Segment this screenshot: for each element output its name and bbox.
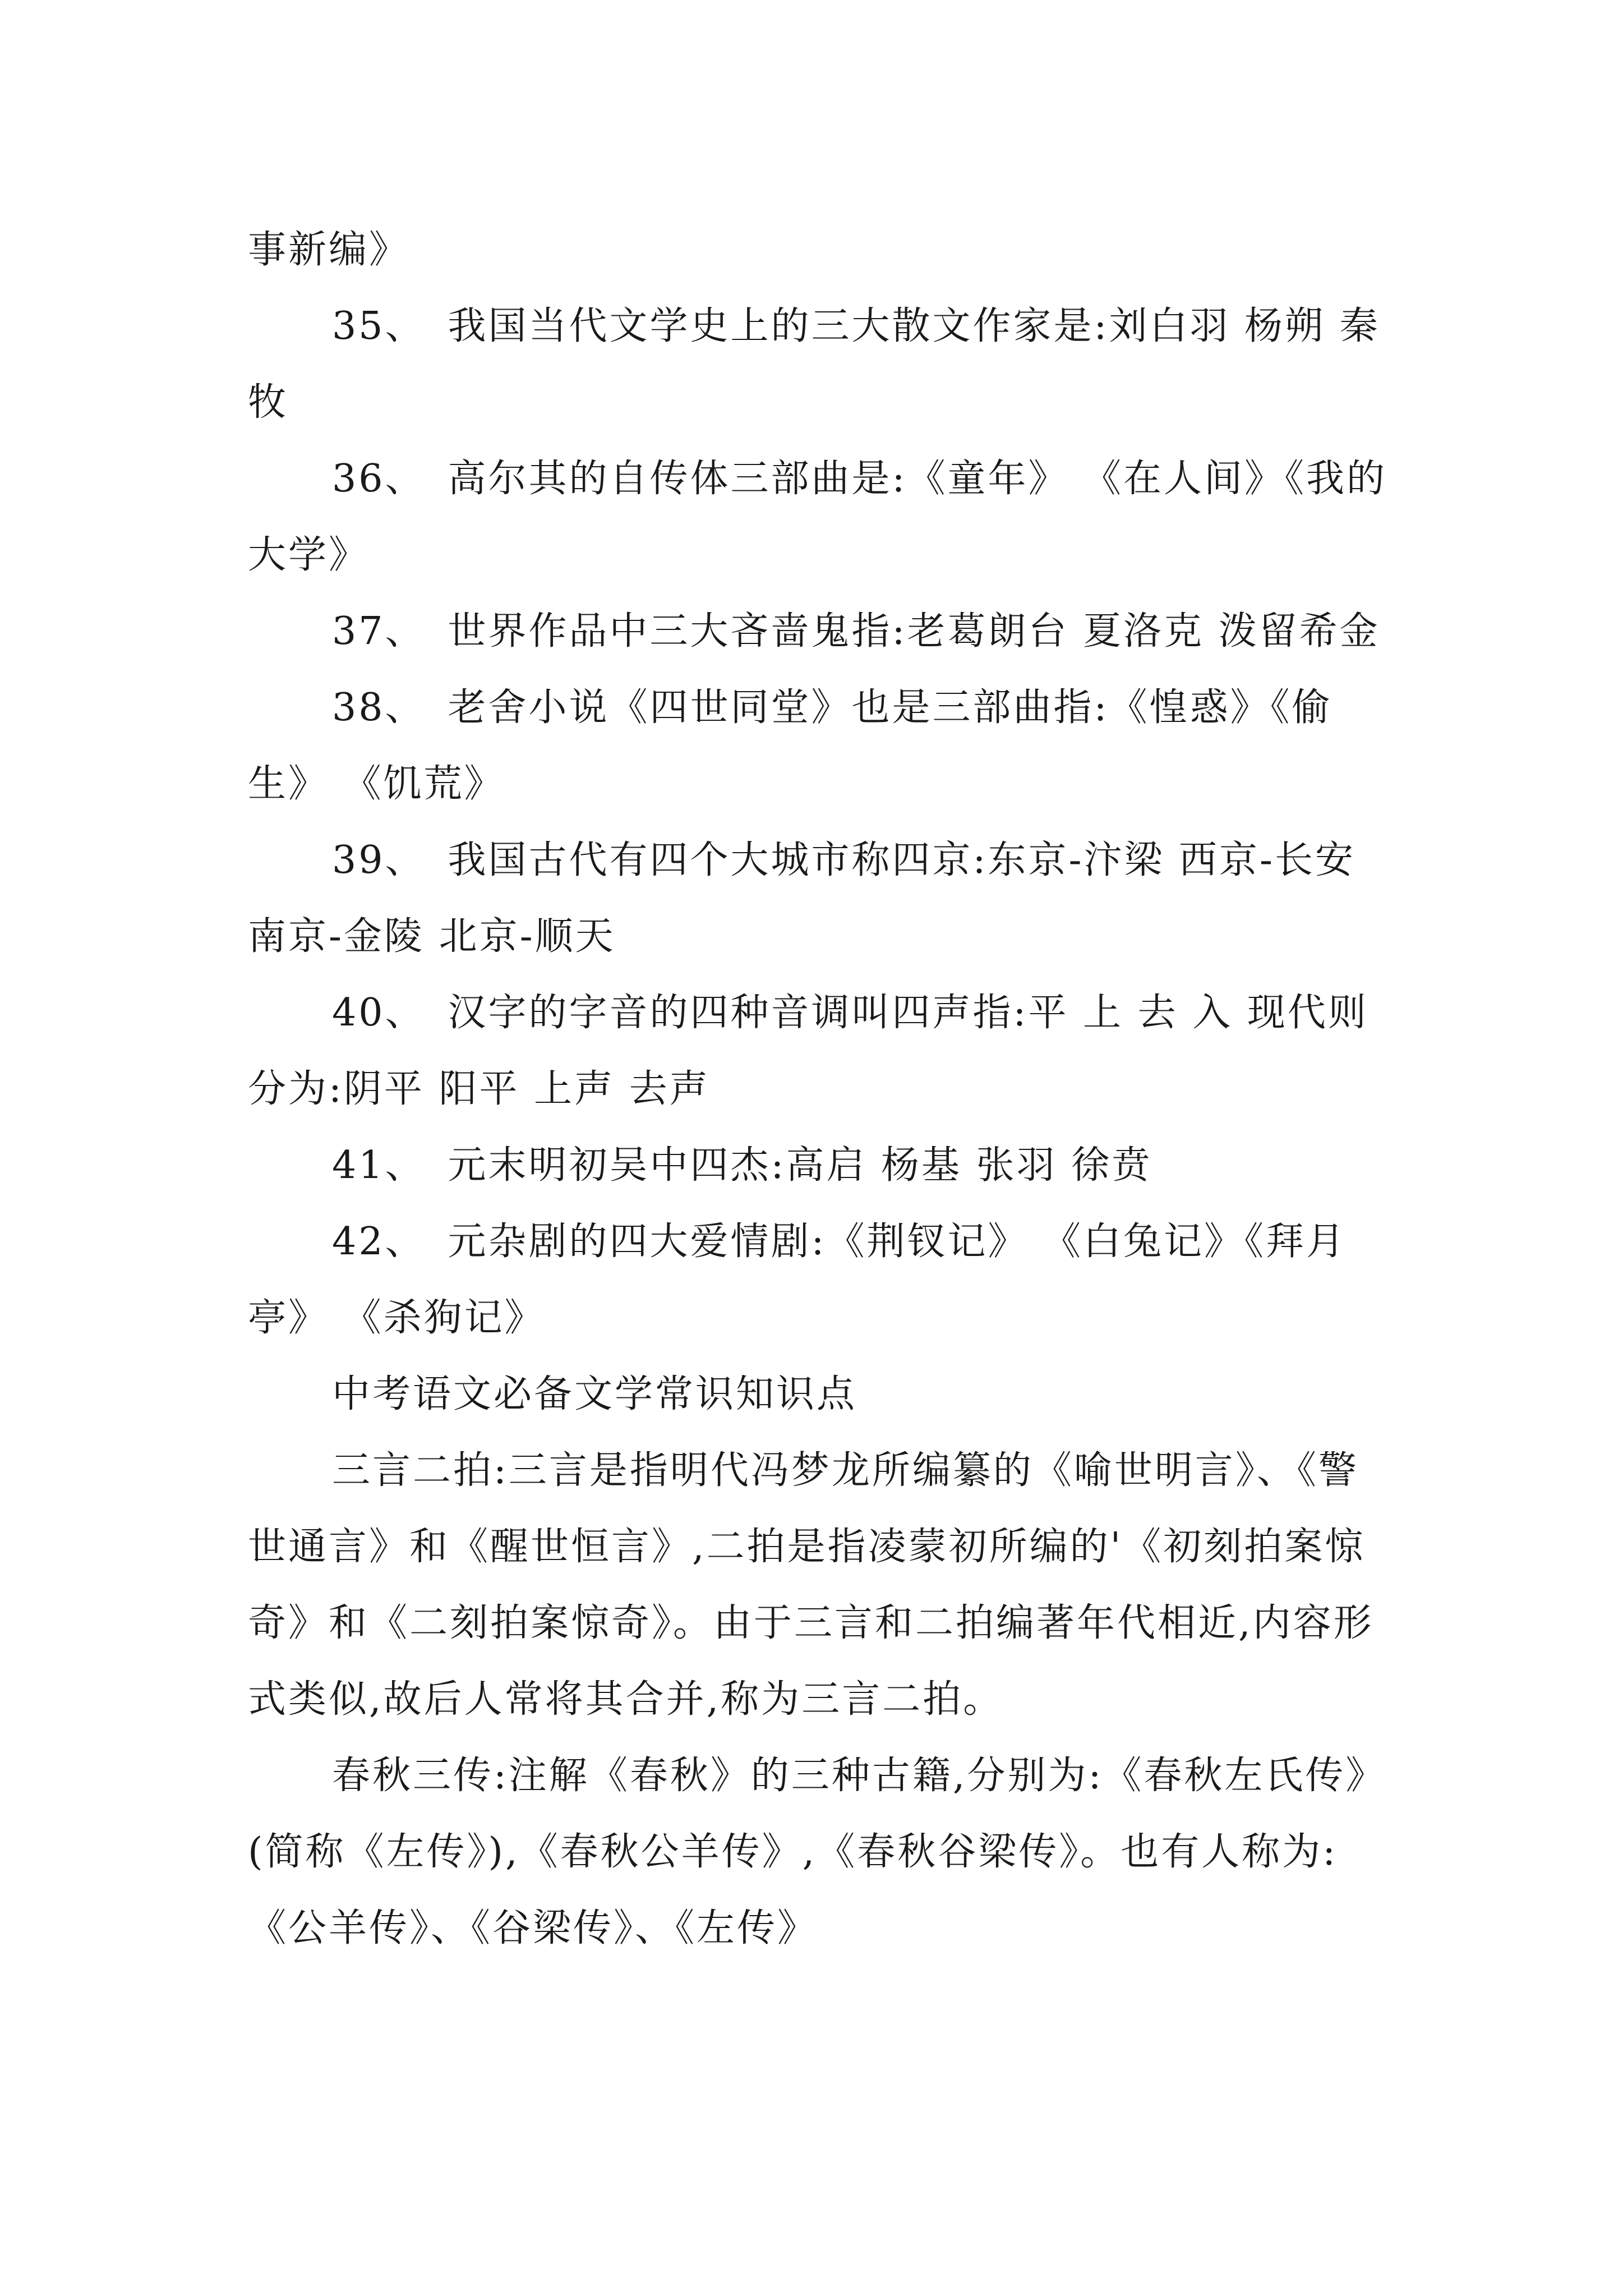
item-text: 老舍小说《四世同堂》也是三部曲指:《惶惑》《偷生》 《饥荒》 (248, 685, 1332, 806)
list-item-38 (248, 670, 1392, 822)
item-number: 37、 (332, 609, 426, 654)
item-text: 高尔其的自传体三部曲是:《童年》 《在人间》《我的大学》 (248, 457, 1387, 577)
item-number: 36、 (332, 457, 426, 501)
item-text: 我国当代文学史上的三大散文作家是:刘白羽 杨朔 秦牧 (248, 304, 1380, 425)
item-text: 元杂剧的四大爱情剧:《荆钗记》 《白兔记》《拜月亭》 《杀狗记》 (248, 1220, 1347, 1340)
item-number: 40、 (332, 991, 426, 1035)
item-text: 元末明初吴中四杰:高启 杨基 张羽 徐贲 (448, 1143, 1152, 1188)
item-number: 38、 (332, 685, 426, 730)
paragraph-chunqiu-sanzhuan (248, 1738, 1392, 1967)
item-number: 42、 (332, 1220, 426, 1264)
item-number: 41、 (332, 1143, 426, 1188)
item-text: 世界作品中三大吝啬鬼指:老葛朗台 夏洛克 泼留希金 (448, 609, 1380, 654)
item-number: 39、 (332, 838, 426, 882)
item-text: 我国古代有四个大城市称四京:东京-汴梁 西京-长安 南京-金陵 北京-顺天 (248, 838, 1356, 959)
section-heading (248, 1356, 1392, 1433)
paragraph-sanyan-erpai (248, 1433, 1392, 1738)
list-item-40 (248, 975, 1392, 1128)
item-text: 汉字的字音的四种音调叫四声指:平 上 去 入 现代则分为:阴平 阳平 上声 去声 (248, 991, 1368, 1111)
list-item-41 (248, 1128, 1392, 1204)
list-item-42 (248, 1204, 1392, 1356)
paragraph-continuation (248, 212, 1392, 288)
paragraph-text: 事新编》 (248, 228, 410, 272)
list-item-39 (248, 822, 1392, 975)
document-body (248, 212, 1392, 1967)
list-item-35 (248, 288, 1392, 441)
paragraph-text: 三言二拍:三言是指明代冯梦龙所编纂的《喻世明言》、《警世通言》和《醒世恒言》,二拍是指凌蒙初所编的'《初刻拍案惊奇》和《二刻拍案惊奇》。由于三言和二拍编著年代相近,内容形式类似,故后人常将其合并,称为三言二拍。 (248, 1448, 1374, 1722)
item-number: 35、 (332, 304, 426, 348)
list-item-36 (248, 441, 1392, 593)
heading-text: 中考语文必备文学常识知识点 (332, 1372, 857, 1416)
list-item-37 (248, 593, 1392, 670)
paragraph-text: 春秋三传:注解《春秋》的三种古籍,分别为:《春秋左氏传》(简称《左传》),《春秋公羊传》,《春秋谷梁传》。也有人称为:《公羊传》、《谷梁传》、《左传》 (248, 1754, 1386, 1950)
